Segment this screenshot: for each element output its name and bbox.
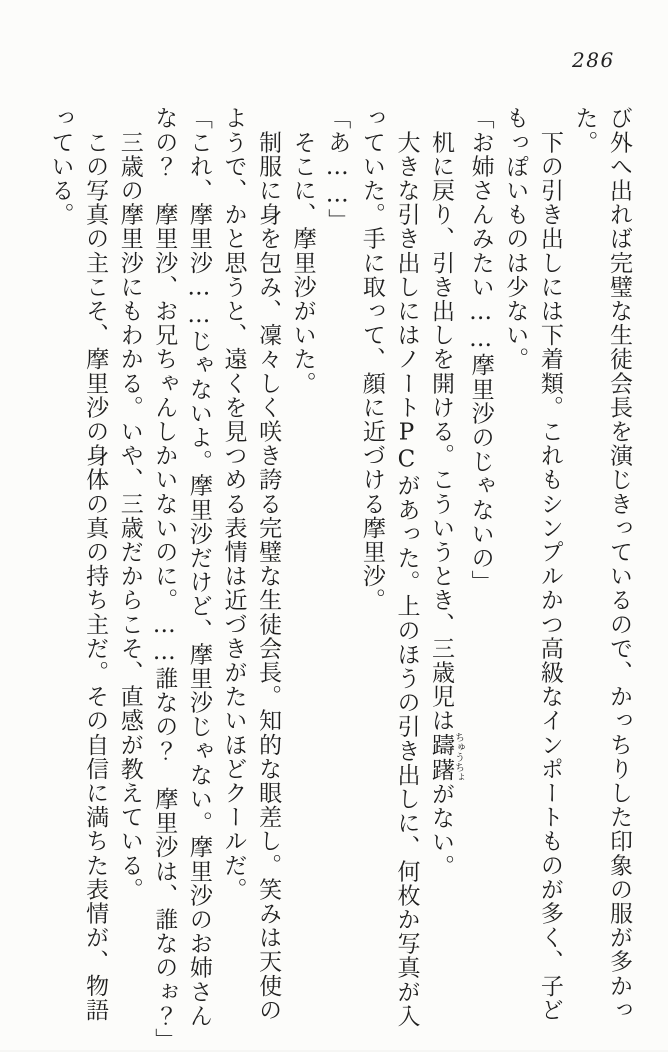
text-line: この写真の主こそ、摩里沙の身体の真の持ち主だ。その自信に満ちた表情が、物語 <box>82 106 109 1022</box>
text-line-dialogue: 「これ、摩里沙……じゃないよ。摩里沙だけど、摩里沙じゃない。摩里沙のお姉さん <box>185 106 212 1028</box>
text-line: 制服に身を包み、凜々しく咲き誇る完璧な生徒会長。知的な眼差し。笑みは天使の <box>255 106 282 1022</box>
text-line: た。 <box>571 106 598 155</box>
text-line-dialogue: なの？ 摩里沙、お兄ちゃんしかいないのに。……誰なの？ 摩里沙は、誰なのぉ？」 <box>151 106 178 1052</box>
text-line: 大きな引き出しにはノートPCがあった。上のほうの引き出しに、何枚か写真が入 <box>393 106 420 1028</box>
text-line-dialogue: 「お姉さんみたい……摩里沙のじゃないの」 <box>467 106 494 594</box>
text-line: っていた。手に取って、顔に近づける摩里沙。 <box>358 106 385 613</box>
page-number: 286 <box>572 48 615 72</box>
text-line: ようで、かと思うと、遠くを見つめる表情は近づきがたいほどクールだ。 <box>220 106 247 902</box>
text-line-with-ruby <box>423 106 463 1026</box>
text-line: び外へ出れば完璧な生徒会長を演じきっているので、かっちりした印象の服が多かっ <box>606 106 632 1022</box>
ruby-annotation <box>428 732 464 783</box>
text-line: 下の引き出しには下着類。これもシンプルかつ高級なインポートものが多く、子ど <box>536 106 563 1022</box>
ruby-post-text: がない。 <box>428 781 455 879</box>
text-line: そこに、摩里沙がいた。 <box>289 106 316 396</box>
text-line: っている。 <box>47 106 74 227</box>
text-line: もっぽいものは少ない。 <box>502 106 529 372</box>
ruby-pre-text: 机に戻り、引き出しを開ける。こういうとき、三歳児は <box>428 106 455 733</box>
text-block <box>43 106 636 1052</box>
text-line: 三歳の摩里沙にもわかる。いや、三歳だからこそ、直感が教えている。 <box>116 106 143 902</box>
ruby-furigana: ちゅうちょ <box>452 732 464 783</box>
text-line-dialogue: 「あ……」 <box>324 106 351 233</box>
ruby-base: 躊躇 <box>428 732 455 783</box>
